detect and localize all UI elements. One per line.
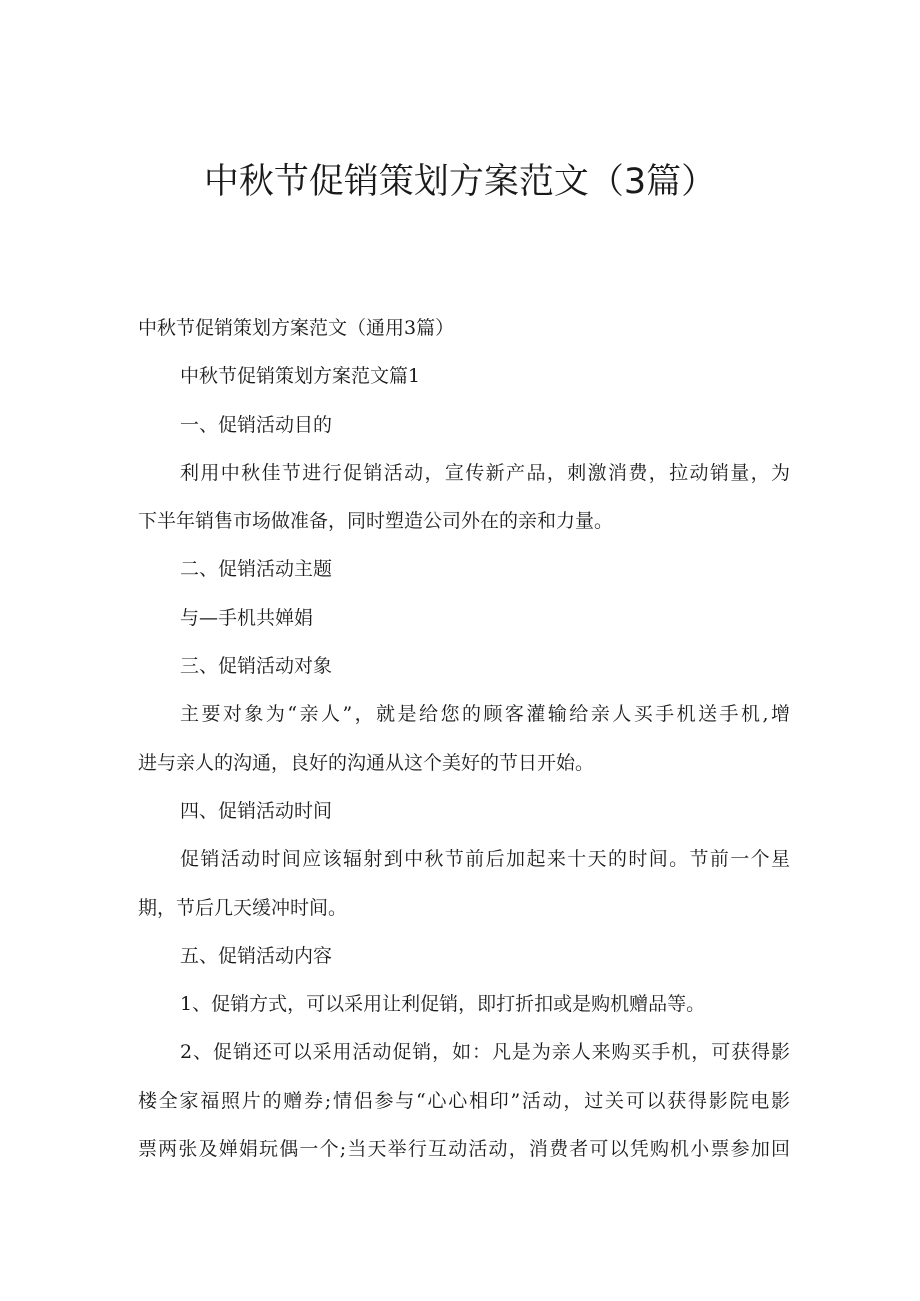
paragraph-line: 利用中秋佳节进行促销活动，宣传新产品，刺激消费，拉动销量，为 — [180, 461, 790, 484]
section-heading-content: 五、促销活动内容 — [180, 944, 333, 967]
paragraph-line: 期，节后几天缓冲时间。 — [138, 896, 348, 919]
document-body — [138, 304, 790, 1173]
section-heading-purpose: 一、促销活动目的 — [180, 413, 333, 436]
paragraph-line: 主要对象为“亲人”，就是给您的顾客灌输给亲人买手机送手机,增 — [180, 703, 790, 726]
paragraph-line: 进与亲人的沟通，良好的沟通从这个美好的节日开始。 — [138, 751, 595, 774]
part-heading: 中秋节促销策划方案范文篇1 — [180, 365, 421, 388]
paragraph-line: 楼全家福照片的赠券;情侣参与“心心相印”活动，过关可以获得影院电影 — [138, 1089, 790, 1112]
paragraph-line: 2、促销还可以采用活动促销，如：凡是为亲人来购买手机，可获得影 — [180, 1041, 790, 1064]
document-subtitle: 中秋节促销策划方案范文（通用3篇） — [138, 317, 455, 339]
section-heading-target: 三、促销活动对象 — [180, 655, 333, 678]
paragraph-line: 与—手机共婵娟 — [180, 606, 314, 629]
paragraph-line: 票两张及婵娟玩偶一个;当天举行互动活动，消费者可以凭购机小票参加回 — [138, 1138, 790, 1161]
paragraph-line: 1、促销方式，可以采用让利促销，即打折扣或是购机赠品等。 — [180, 993, 706, 1016]
document-title: 中秋节促销策划方案范文（3篇） — [203, 162, 717, 202]
section-heading-time: 四、促销活动时间 — [180, 799, 333, 822]
paragraph-line: 促销活动时间应该辐射到中秋节前后加起来十天的时间。节前一个星 — [180, 848, 790, 871]
section-heading-theme: 二、促销活动主题 — [180, 558, 333, 581]
paragraph-line: 下半年销售市场做准备，同时塑造公司外在的亲和力量。 — [138, 510, 614, 533]
